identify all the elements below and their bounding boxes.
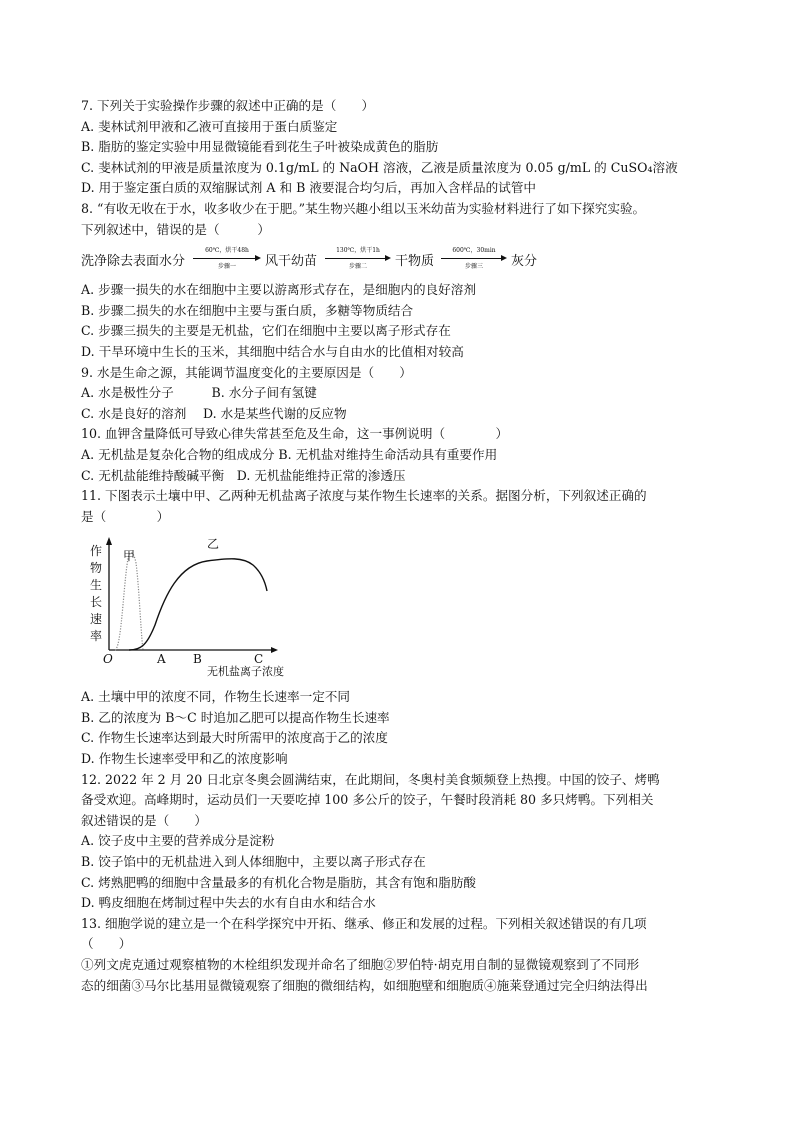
- exam-page: [81, 96, 717, 996]
- text-line: 12. 2022 年 2 月 20 日北京冬奥会圆满结束，在此期间，冬奥村美食频频登上热搜。中国的饺子、烤鸭: [81, 771, 660, 787]
- text-line: 11. 下图表示土壤中甲、乙两种无机盐离子浓度与某作物生长速率的关系。据图分析，下列叙述正确的: [81, 488, 647, 504]
- text-line: A. 步骤一损失的水在细胞中主要以游离形式存在，是细胞内的良好溶剂: [81, 282, 476, 298]
- text-line: 备受欢迎。高峰期时，运动员们一天要吃掉 100 多公斤的饺子，午餐时段消耗 80 多只烤鸭。下列相关: [81, 792, 654, 808]
- flow-arrow-step3: [441, 246, 507, 274]
- text-line: 态的细菌③马尔比基用显微镜观察了细胞的微细结构，如细胞壁和细胞质④施莱登通过完全归纳法得出: [81, 977, 648, 993]
- text-line: C. 斐林试剂的甲液是质量浓度为 0.1g/mL 的 NaOH 溶液，乙液是质量浓度为 0.05 g/mL 的 CuSO₄溶液: [81, 159, 678, 175]
- growth-rate-figure: [81, 535, 717, 679]
- text-line: 下列叙述中，错误的是（ ）: [81, 221, 270, 237]
- flow-node-ash: 灰分: [511, 254, 538, 270]
- text-line: A. 斐林试剂甲液和乙液可直接用于蛋白质鉴定: [81, 118, 338, 134]
- text-line: D. 用于鉴定蛋白质的双缩脲试剂 A 和 B 液要混合均匀后，再加入含样品的试管中: [81, 180, 537, 196]
- text-line: B. 脂肪的鉴定实验中用显微镜能看到花生子叶被染成黄色的脂肪: [81, 139, 439, 155]
- text-line: B. 步骤二损失的水在细胞中主要与蛋白质，多糖等物质结合: [81, 302, 414, 318]
- flow-node-dry-matter: 干物质: [395, 254, 435, 270]
- figure-y-axis-label: 作物生长速率: [89, 544, 102, 644]
- text-line: A. 水是极性分子 B. 水分子间有氢键: [81, 385, 317, 401]
- text-line: D. 鸭皮细胞在烤制过程中失去的水有自由水和结合水: [81, 895, 376, 911]
- arrow-shaft: [193, 258, 257, 259]
- arrow-head-icon: [501, 255, 507, 261]
- flow-arrow-step2: [325, 246, 391, 274]
- text-line: C. 水是良好的溶剂 D. 水是某些代谢的反应物: [81, 405, 347, 421]
- arrow-shaft: [441, 258, 503, 259]
- text-line: C. 作物生长速率达到最大时所需甲的浓度高于乙的浓度: [81, 730, 388, 746]
- flow-node-dried-seedling: 风干幼苗: [265, 254, 318, 270]
- curve-jia: [115, 553, 143, 650]
- text-line: D. 作物生长速率受甲和乙的浓度影响: [81, 751, 288, 767]
- flow-arrow-step1-condition: 60℃，烘干48h: [205, 247, 249, 255]
- flow-arrow-step1: [193, 246, 261, 274]
- text-line: ①列文虎克通过观察植物的木栓组织发现并命名了细胞②罗伯特·胡克用自制的显微镜观察到了不同形: [81, 957, 640, 972]
- curve-yi: [129, 559, 267, 650]
- flow-arrow-step2-label: 步骤二: [348, 263, 367, 271]
- arrow-head-icon: [255, 255, 261, 261]
- x-tick-a: A: [157, 652, 166, 667]
- arrow-head-icon: [385, 255, 391, 261]
- text-line: C. 步骤三损失的主要是无机盐，它们在细胞中主要以离子形式存在: [81, 323, 451, 339]
- text-line: B. 饺子馅中的无机盐进入到人体细胞中，主要以离子形式存在: [81, 854, 426, 870]
- text-line: 9. 水是生命之源，其能调节温度变化的主要原因是（ ）: [81, 364, 412, 380]
- text-line: A. 土壤中甲的浓度不同，作物生长速率一定不同: [81, 689, 350, 705]
- text-line: C. 烤熟肥鸭的细胞中含量最多的有机化合物是脂肪，其含有饱和脂肪酸: [81, 874, 477, 890]
- text-line: D. 干旱环境中生长的玉米，其细胞中结合水与自由水的比值相对较高: [81, 343, 464, 359]
- text-line: 叙述错误的是（ ）: [81, 812, 207, 828]
- x-axis-arrow-icon: [271, 647, 278, 653]
- origin-label: O: [103, 652, 113, 667]
- experiment-flowchart: [81, 246, 717, 276]
- question-11-13-block: [81, 687, 717, 996]
- figure-x-axis-label: 无机盐离子浓度: [207, 665, 284, 679]
- text-line: C. 无机盐能维持酸碱平衡 D. 无机盐能维持正常的渗透压: [81, 467, 406, 483]
- x-tick-c: C: [254, 652, 264, 667]
- flow-arrow-step3-condition: 600℃，30min: [452, 247, 496, 255]
- text-line: 8. “有收无收在于水，收多收少在于肥。”某生物兴趣小组以玉米幼苗为实验材料进行了如下探究实验。: [81, 200, 646, 216]
- y-axis-arrow-icon: [106, 537, 112, 545]
- text-line: （ ）: [81, 936, 132, 952]
- flow-arrow-step2-condition: 130℃，烘干1h: [336, 247, 380, 255]
- text-line: 13. 细胞学说的建立是一个在科学探究中开拓、继承、修正和发展的过程。下列相关叙述错误的有几项: [81, 915, 647, 931]
- text-line: A. 饺子皮中主要的营养成分是淀粉: [81, 833, 275, 849]
- text-line: 10. 血钾含量降低可导致心律失常甚至危及生命，这一事例说明（ ）: [81, 426, 509, 442]
- question-7-8-block: [81, 96, 717, 240]
- question-8-11-block: [81, 280, 717, 527]
- curve-jia-label: 甲: [123, 549, 136, 564]
- text-line: B. 乙的浓度为 B～C 时追加乙肥可以提高作物生长速率: [81, 709, 390, 725]
- x-tick-b: B: [193, 652, 202, 667]
- text-line: 是（ ）: [81, 508, 170, 524]
- flow-node-wash: 洗净除去表面水分: [81, 254, 186, 270]
- arrow-shaft: [325, 258, 387, 259]
- curve-yi-label: 乙: [207, 537, 220, 552]
- text-line: A. 无机盐是复杂化合物的组成成分 B. 无机盐对维持生命活动具有重要作用: [81, 446, 498, 462]
- flow-arrow-step3-label: 步骤三: [464, 263, 483, 271]
- text-line: 7. 下列关于实验操作步骤的叙述中正确的是（ ）: [81, 98, 375, 113]
- flow-arrow-step1-label: 步骤一: [217, 263, 236, 271]
